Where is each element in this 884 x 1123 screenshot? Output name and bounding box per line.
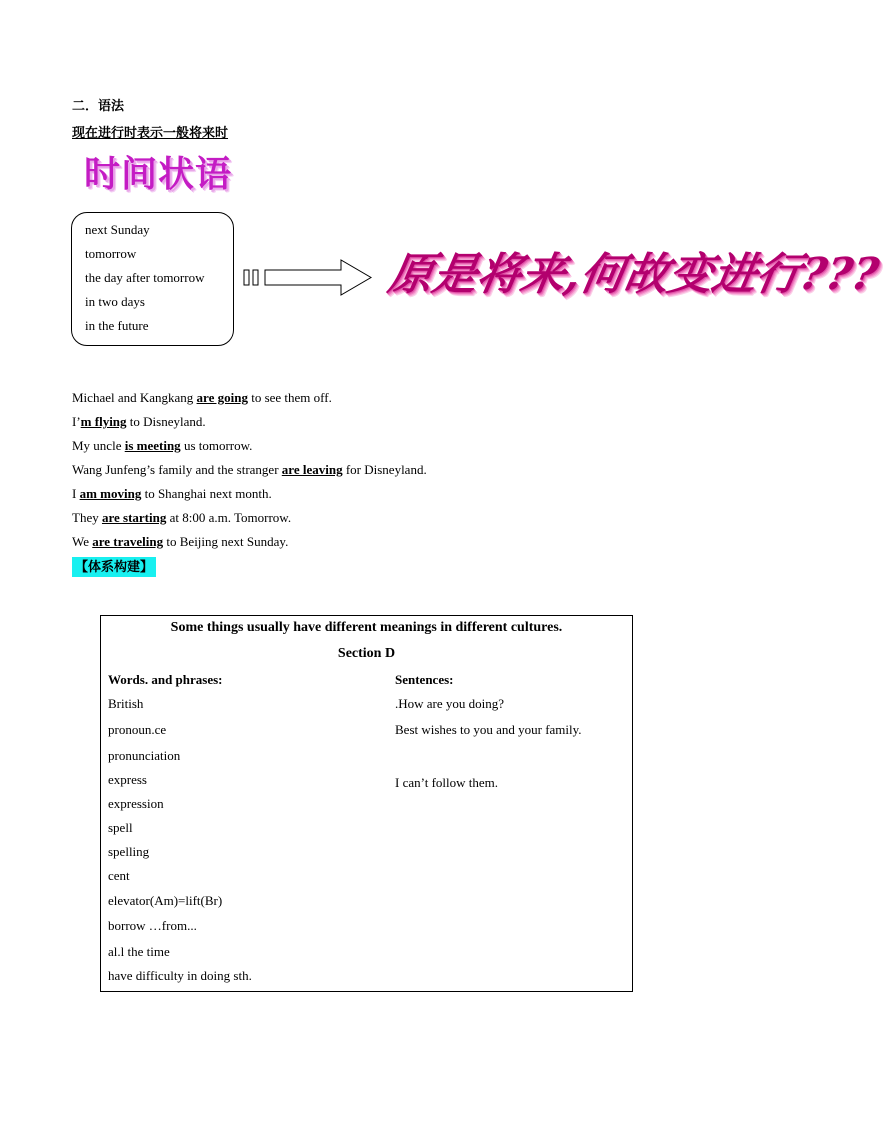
word-item: pronoun.ce [108,722,167,737]
sentence-text: Michael and Kangkang [72,390,197,405]
sentence-text: us tomorrow. [180,438,253,453]
example-sentences [72,386,427,554]
future-verb: am moving [79,486,142,501]
example-sentence [72,530,427,554]
system-construction-badge: 【体系构建】 [72,557,156,577]
example-sentence [72,482,427,506]
table-section: Section D [337,646,396,661]
sentence-text: at 8:00 a.m. Tomorrow. [166,510,292,525]
sentence-item: .How are you doing? [395,696,505,711]
word-item: pronunciation [108,748,181,763]
word-item: spelling [108,844,150,859]
section-heading: 二．语法 [72,98,125,113]
word-item: have difficulty in doing sth. [108,968,252,983]
grammar-topic: 现在进行时表示一般将来时 [72,125,229,140]
word-item: cent [108,868,130,883]
table-title: Some things usually have different meanings in different cultures. [170,620,563,635]
sentence-text: to Disneyland. [126,414,206,429]
sentence-text: I’ [72,414,81,429]
sentence-text: to Shanghai next month. [141,486,272,501]
sentence-text: Wang Junfeng’s family and the stranger [72,462,282,477]
sentence-text: I [72,486,80,501]
future-verb: m flying [80,414,127,429]
future-verb: are going [196,390,248,405]
words-header: Words. and phrases: [108,672,223,687]
example-sentence [72,434,427,458]
example-sentence [72,458,427,482]
time-expression: the day after tomorrow [85,270,205,285]
future-verb: are traveling [92,534,164,549]
future-verb: are starting [101,510,167,525]
word-item: express [108,772,147,787]
sentence-text: to see them off. [247,390,332,405]
time-expression: in two days [85,294,145,309]
sentence-item: Best wishes to you and your family. [395,722,582,737]
example-sentence [72,386,427,410]
word-item: elevator(Am)=lift(Br) [108,893,223,908]
example-sentence [72,506,427,530]
word-item: British [108,696,144,711]
sentence-text: to Beijing next Sunday. [163,534,289,549]
time-expression: tomorrow [85,246,137,261]
wordart-time-adverbials: 时间状语 [84,154,233,195]
time-expression: in the future [85,318,149,333]
word-item: al.l the time [108,944,170,959]
sentence-text: for Disneyland. [342,462,427,477]
sentence-text: My uncle [72,438,125,453]
sentence-text: We [72,534,93,549]
wordart-question: 原是将来,何故变进行??? [384,249,883,300]
future-verb: is meeting [124,438,181,453]
right-arrow-icon [243,258,375,303]
sentence-item: I can’t follow them. [395,775,499,790]
time-expression: next Sunday [85,222,150,237]
word-item: borrow …from... [108,918,197,933]
time-expressions-box [71,212,234,346]
example-sentence [72,410,427,434]
word-item: spell [108,820,133,835]
sentences-header: Sentences: [395,672,454,687]
future-verb: are leaving [281,462,343,477]
word-item: expression [108,796,164,811]
summary-table [100,615,633,992]
sentence-text: They [72,510,102,525]
